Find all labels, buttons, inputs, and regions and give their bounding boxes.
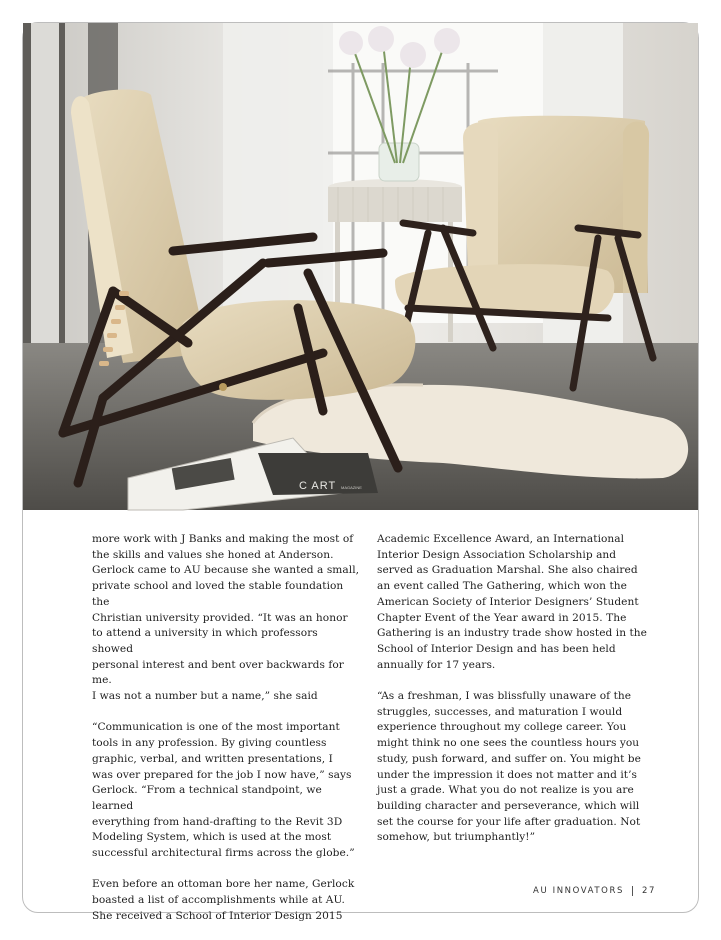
magazine-page (22, 22, 699, 922)
article-left-column (92, 532, 360, 940)
paragraph: “As a freshman, I was blissfully unaware of the struggles, successes, and maturation I would experience throughout my college career. You might think no one sees the countless hours you study, push forward, and suffer on. You might be under the impression it does not matter and it’s just a grade. What you do not realize is you are building character and perseverance, which will set the course for your life after graduation. Not somehow, but triumphantly!” (377, 690, 641, 844)
page-footer (533, 884, 656, 898)
magazine-cover-text: C ART (299, 480, 337, 492)
article-right-column (377, 532, 647, 862)
chairs-photo (23, 23, 698, 510)
magazine-small-text: MAGAZINE (341, 485, 362, 490)
paragraph: Even before an ottoman bore her name, Gerlock boasted a list of accomplishments while at AU. She received a School of Interior Design 2015 (92, 878, 355, 922)
page-number: 27 (641, 886, 656, 896)
footer-divider (632, 886, 633, 896)
section-name: AU INNOVATORS (533, 886, 624, 896)
paragraph: “Communication is one of the most important tools in any profession. By giving countless graphic, verbal, and written presentations, I was over prepared for the job I now have,” says Gerlock. “From a technical standpoint, we learned everything from hand-drafting to the Revit 3D Modeling System, which is used at the most successful architectural firms across the globe.” (92, 721, 355, 860)
paragraph: more work with J Banks and making the most of the skills and values she honed at Anderson. Gerlock came to AU because she wanted a small, private school and loved the stable foundation the Christian university provided. “It was an honor to attend a university in which professors showed personal interest and bent over backwards for me. I was not a number but a name,” she said (92, 533, 360, 703)
paragraph: Academic Excellence Award, an International Interior Design Association Scholarship and served as Graduation Marshal. She also chaired an event called The Gathering, which won the American Society of Interior Designers’ Student Chapter Event of the Year award in 2015. The Gathering is an industry trade show hosted in the School of Interior Design and has been held annually for 17 years. (377, 533, 647, 671)
